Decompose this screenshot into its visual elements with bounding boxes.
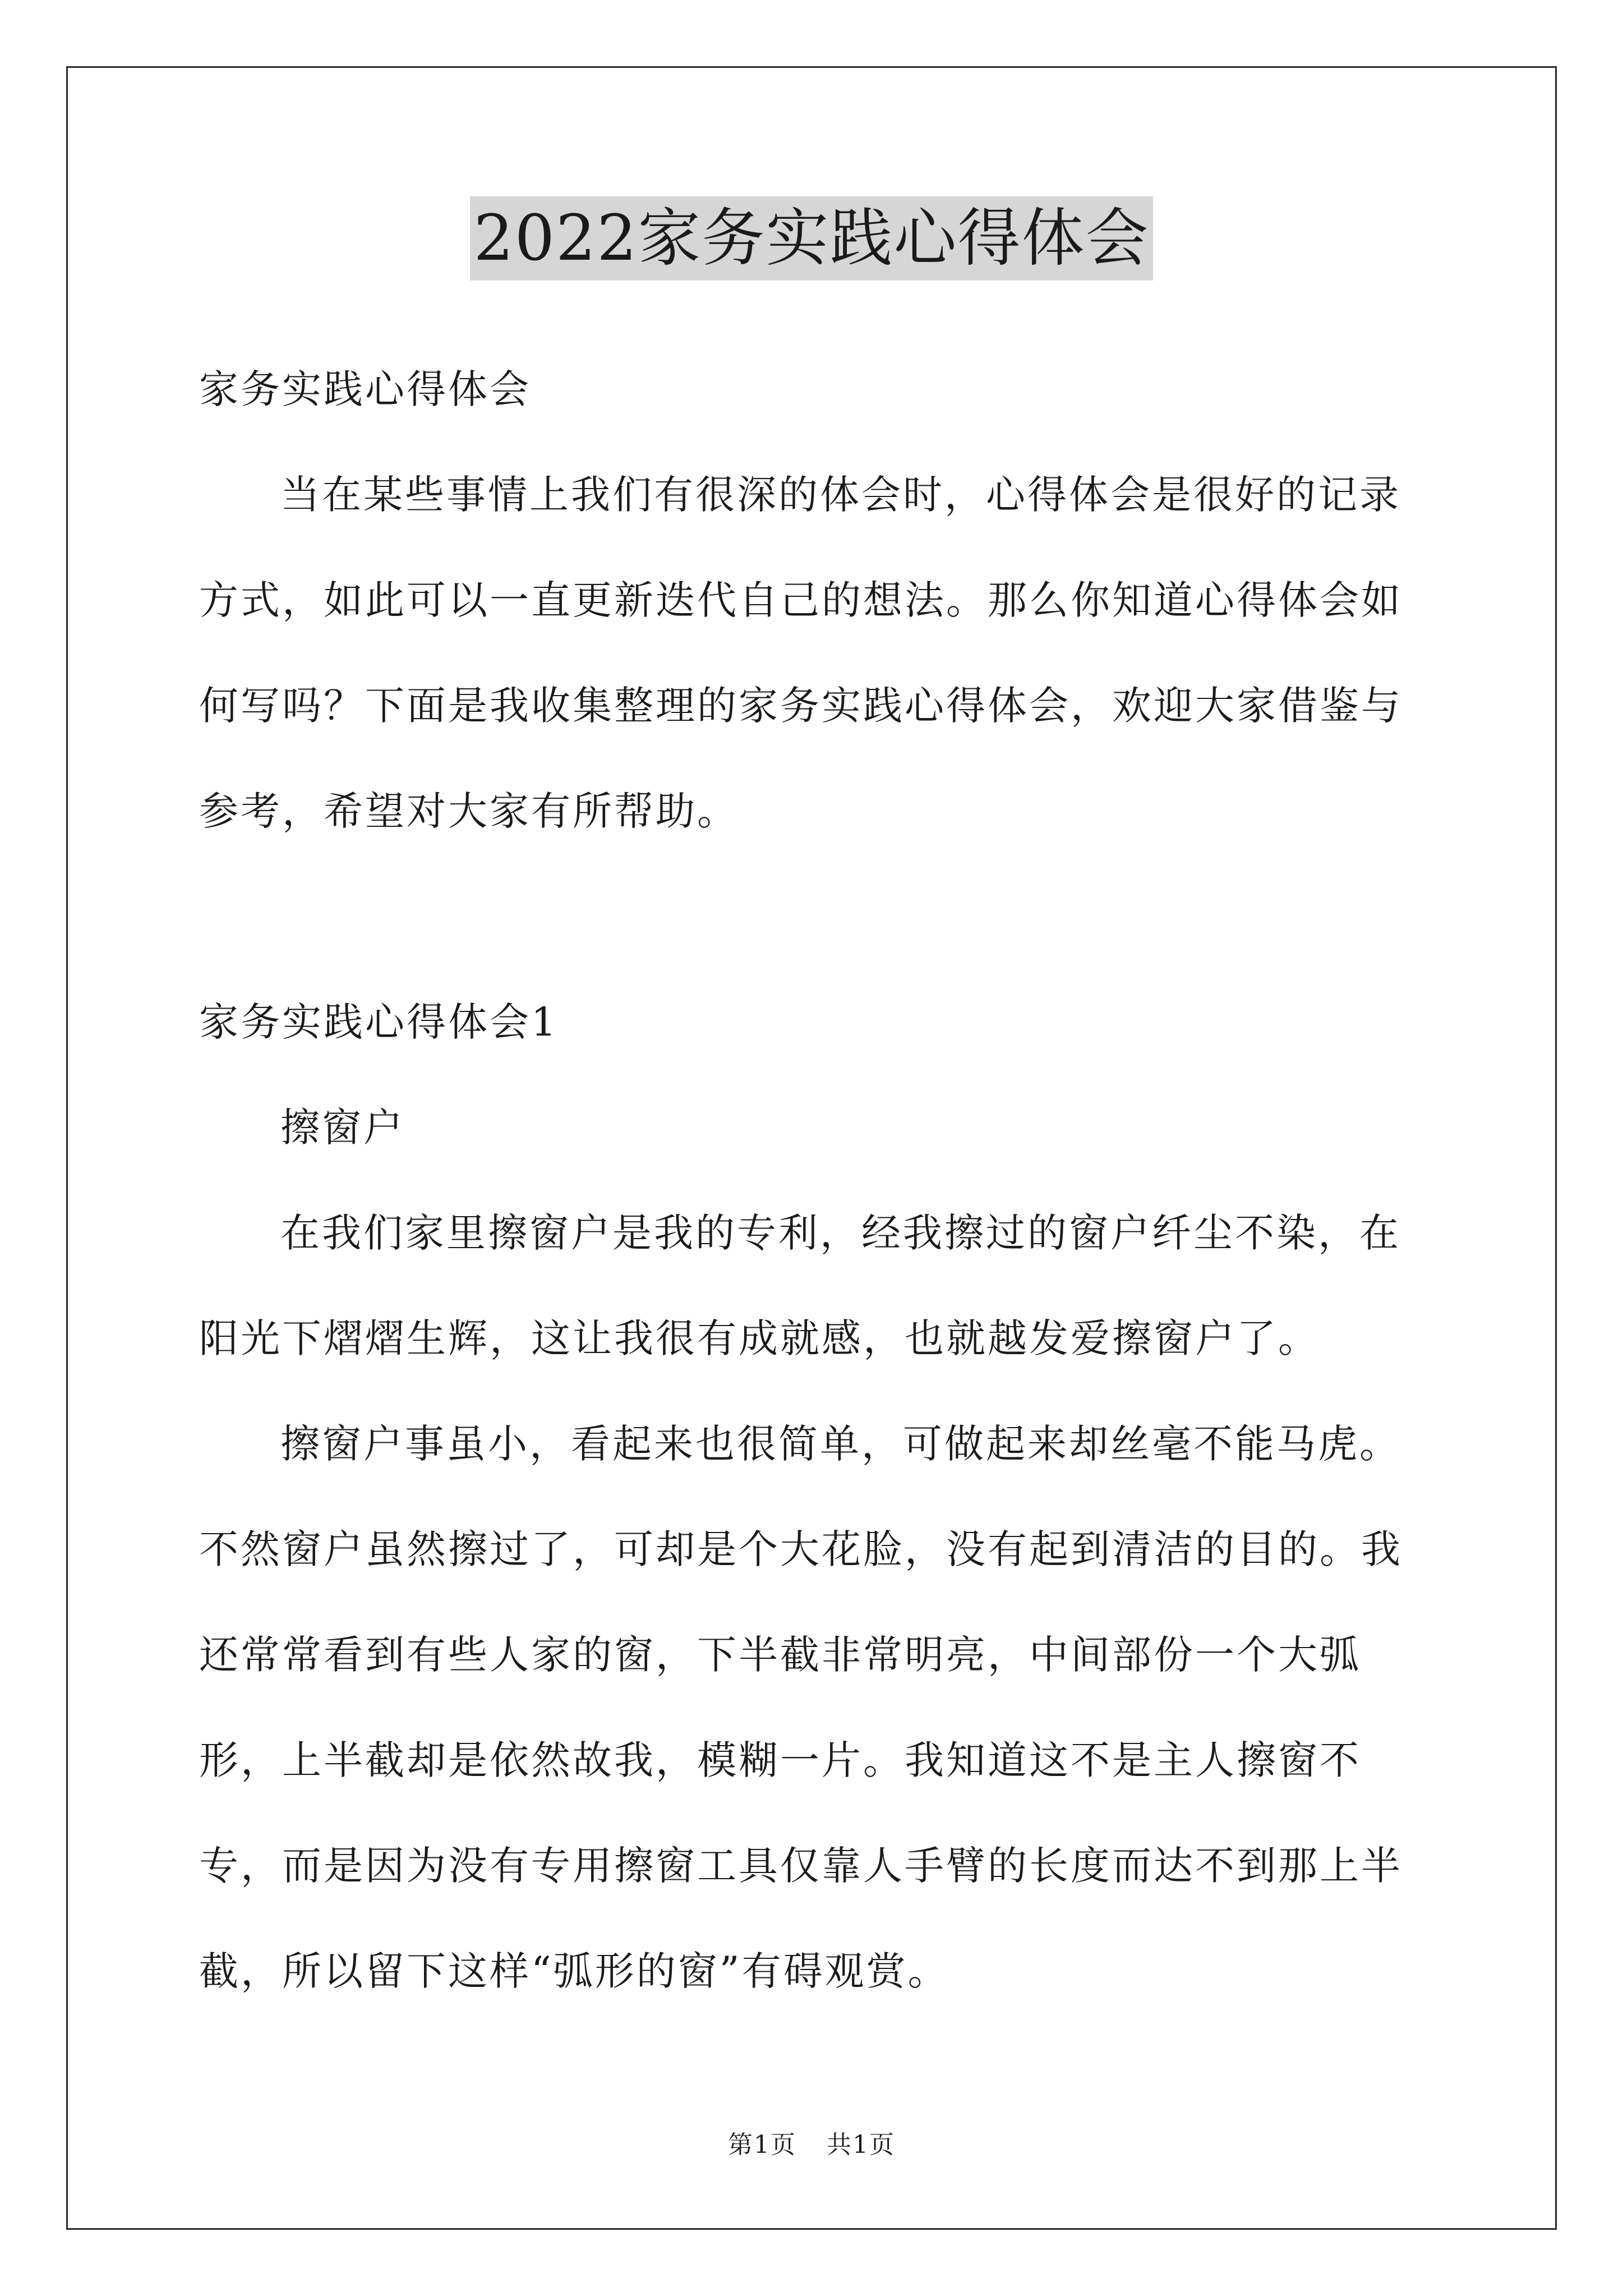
body-paragraph: 擦窗户事虽小，看起来也很简单，可做起来却丝毫不能马虎。不然窗户虽然擦过了，可却是个大花脸，没有起到清洁的目的。我还常常看到有些人家的窗，下半截非常明亮，中间部份一个大弧形，上半截却是依然故我，模糊一片。我知道这不是主人擦窗不专，而是因为没有专用擦窗工具仅靠人手臂的长度而达不到那上半截，所以留下这样“弧形的窗”有碍观赏。 [199, 1421, 1403, 1994]
body-paragraph: 在我们家里擦窗户是我的专利，经我擦过的窗户纤尘不染，在阳光下熠熠生辉，这让我很有成就感，也就越发爱擦窗户了。 [199, 1210, 1401, 1361]
section-heading: 家务实践心得体会1 [199, 999, 559, 1045]
blank-line [199, 864, 1427, 969]
document-subtitle: 家务实践心得体会 [199, 366, 531, 412]
intro-paragraph: 当在某些事情上我们有很深的体会时，心得体会是很好的记录方式，如此可以一直更新迭代自己的想法。那么你知道心得体会如何写吗？下面是我收集整理的家务实践心得体会，欢迎大家借鉴与参考，希望对大家有所帮助。 [199, 472, 1403, 834]
title-container [0, 196, 1623, 280]
document-title: 2022家务实践心得体会 [470, 196, 1152, 280]
page-number-current: 第1页 [728, 2131, 796, 2159]
document-body [199, 337, 1427, 2024]
page-number-total: 共1页 [827, 2131, 895, 2159]
page-footer [0, 2128, 1623, 2162]
section-topic: 擦窗户 [280, 1105, 405, 1151]
